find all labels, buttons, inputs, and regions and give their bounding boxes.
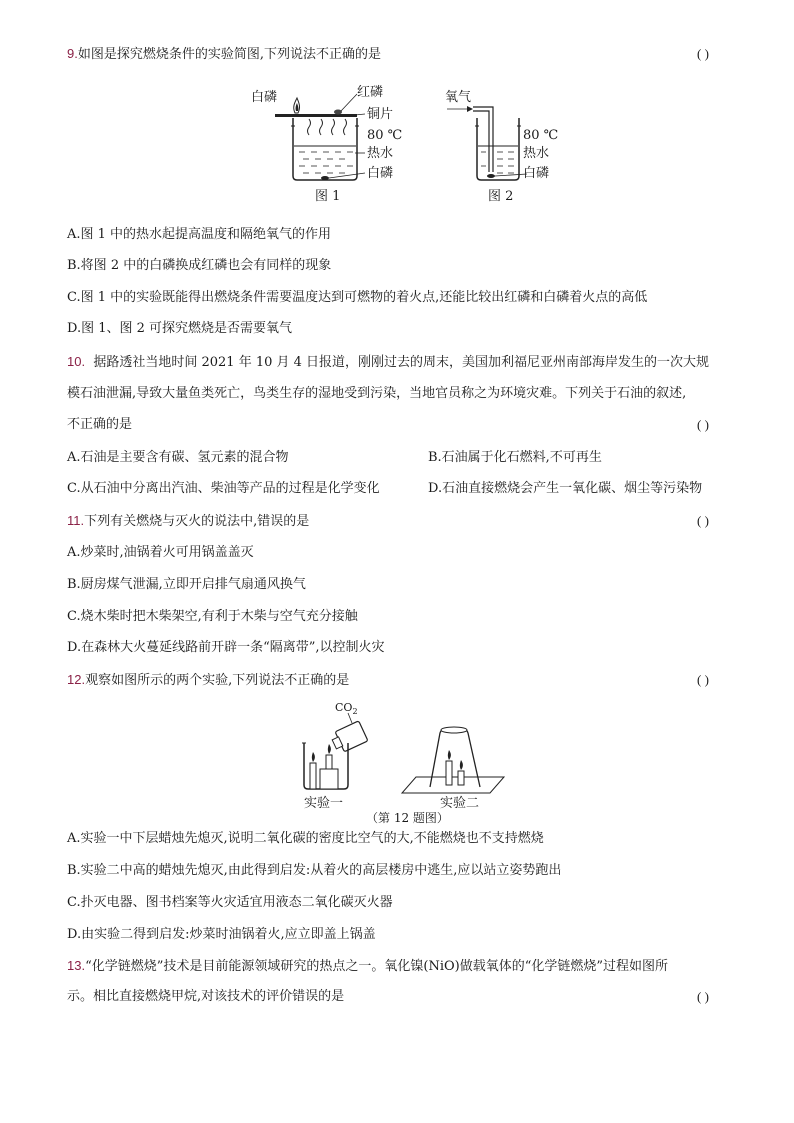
question-number: 13. [67, 958, 86, 973]
label-temperature: 80 ℃ [367, 128, 403, 143]
option-d: D.由实验二得到启发:炒菜时油锅着火,应立即盖上锅盖 [67, 927, 376, 942]
figure-caption: （第 12 题图） [366, 811, 449, 825]
option-c: C.图 1 中的实验既能得出燃烧条件需要温度达到可燃物的着火点,还能比较出红磷和白磷着火点的高低 [67, 290, 648, 305]
figure-2 [445, 90, 558, 204]
option-d: D.图 1、图 2 可探究燃烧是否需要氧气 [67, 321, 293, 336]
option-a: A.炒菜时,油锅着火可用锅盖盖灭 [67, 545, 254, 560]
option-d: D.在森林大火蔓延线路前开辟一条“隔离带”,以控制火灾 [67, 640, 385, 655]
question-text: 据路透社当地时间 2021 年 10 月 4 日报道，刚刚过去的周末，美国加利福尼亚州南部海岸发生的一次大规 [93, 355, 710, 370]
gas-tube [473, 107, 493, 172]
white-phosphorus-in-water [487, 174, 495, 178]
question-number: 10. [67, 354, 86, 369]
option-b: B.将图 2 中的白磷换成红磷也会有同样的现象 [67, 258, 332, 273]
beaker [293, 118, 357, 180]
answer-bracket: ( ) [697, 989, 709, 1004]
flame-icon [312, 752, 315, 762]
option-a: A.石油是主要含有碳、氢元素的混合物 [67, 450, 289, 465]
beaker [477, 118, 519, 180]
question-text: 示。相比直接燃烧甲烷,对该技术的评价错误的是 [67, 989, 345, 1004]
flame-icon [448, 750, 451, 760]
question-text: “化学链燃烧”技术是目前能源领域研究的热点之一。氧化镍(NiO)做载氧体的“化学链燃烧”过程如图所 [85, 959, 668, 974]
answer-bracket: ( ) [697, 417, 709, 432]
copper-plate [275, 114, 357, 117]
label-white-phosphorus: 白磷 [523, 166, 550, 181]
option-c: C.从石油中分离出汽油、柴油等产品的过程是化学变化 [67, 481, 380, 496]
question-number: 12. [67, 672, 86, 687]
option-c: C.烧木柴时把木柴架空,有利于木柴与空气充分接触 [67, 609, 358, 624]
label-experiment-1: 实验一 [304, 796, 344, 811]
candle-high [446, 761, 452, 785]
option-d: D.石油直接燃烧会产生一氧化碳、烟尘等污染物 [428, 481, 703, 496]
candle-high [326, 755, 332, 769]
flame-icon [328, 744, 331, 754]
label-hot-water: 热水 [523, 146, 550, 161]
answer-bracket: ( ) [697, 513, 709, 528]
experiment-2 [402, 727, 504, 811]
caption-figure-2: 图 2 [488, 189, 514, 204]
question-number: 9. [67, 46, 78, 61]
question-text: 下列有关燃烧与灭火的说法中,错误的是 [84, 514, 310, 529]
label-white-phosphorus-top: 白磷 [251, 90, 278, 105]
steam [308, 119, 311, 135]
candle-low [310, 763, 316, 789]
label-hot-water: 热水 [367, 146, 394, 161]
q12-figure [290, 695, 520, 825]
answer-bracket: ( ) [697, 672, 709, 687]
question-11-stem [67, 513, 309, 530]
label-copper-plate: 铜片 [367, 107, 394, 122]
option-b: B.厨房煤气泄漏,立即开启排气扇通风换气 [67, 577, 306, 592]
question-13-stem [67, 958, 668, 975]
red-phosphorus [334, 110, 342, 115]
option-a: A.实验一中下层蜡烛先熄灭,说明二氧化碳的密度比空气的大,不能燃烧也不支持燃烧 [67, 831, 544, 846]
candle-low [458, 771, 464, 785]
question-text: 如图是探究燃烧条件的实验简图,下列说法不正确的是 [77, 47, 381, 62]
arrow-icon [467, 106, 473, 112]
step-block [320, 769, 338, 789]
label-white-phosphorus-bottom: 白磷 [367, 166, 394, 181]
caption-figure-1: 图 1 [315, 189, 341, 204]
option-b: B.实验二中高的蜡烛先熄灭,由此得到启发:从着火的高层楼房中逃生,应以站立姿势跑出 [67, 863, 562, 878]
white-phosphorus-in-water [321, 176, 329, 180]
experiment-1 [302, 701, 368, 811]
label-experiment-2: 实验二 [440, 796, 480, 811]
question-9-stem [67, 46, 381, 63]
answer-bracket: ( ) [697, 46, 709, 61]
question-text: 观察如图所示的两个实验,下列说法不正确的是 [85, 673, 350, 688]
question-number: 11. [67, 513, 85, 528]
question-text: 模石油泄漏,导致大量鱼类死亡，鸟类生存的湿地受到污染，当地官员称之为环境灾难。下列关于石油的叙述, [67, 386, 687, 401]
label-oxygen: 氧气 [445, 90, 472, 105]
question-12-stem [67, 672, 349, 689]
board [402, 777, 504, 793]
flame-icon [460, 760, 463, 770]
question-10-stem [67, 354, 709, 371]
question-text: 不正确的是 [67, 417, 133, 432]
q9-figure [245, 80, 570, 210]
label-temperature: 80 ℃ [523, 128, 559, 143]
option-a: A.图 1 中的热水起提高温度和隔绝氧气的作用 [67, 227, 332, 242]
option-c: C.扑灭电器、图书档案等火灾适宜用液态二氧化碳灭火器 [67, 895, 393, 910]
option-b: B.石油属于化石燃料,不可再生 [428, 450, 602, 465]
label-red-phosphorus: 红磷 [357, 85, 384, 100]
label-co2: $CO_2$ [335, 701, 358, 716]
figure-1 [251, 84, 402, 204]
